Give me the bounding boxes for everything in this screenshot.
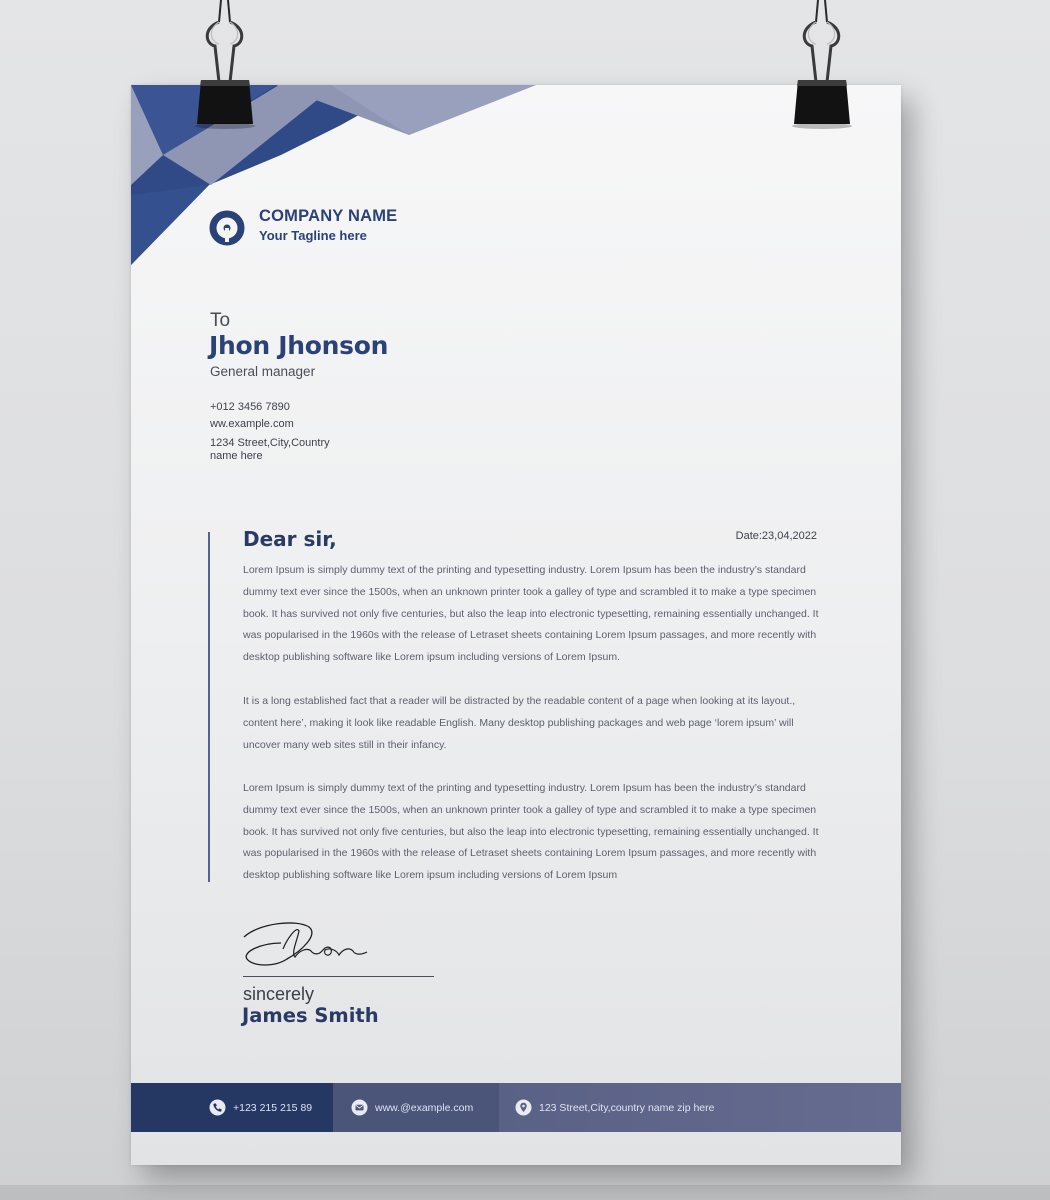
phone-icon	[209, 1099, 226, 1116]
letter-date: Date:23,04,2022	[735, 530, 817, 542]
closing-text: sincerely	[243, 984, 315, 1004]
company-tagline: Your Tagline here	[259, 228, 367, 243]
footer-address	[499, 1083, 901, 1132]
body-paragraph-1: Lorem Ipsum is simply dummy text of the printing and typesetting industry. Lorem Ipsum has been the industry’s standard dummy text ever since the 1500s, when an unknown printer took a galley of type and scrambled it to make a type specimen book. It has survived not only five centuries, but also the leap into electronic typesetting, remaining essentially unchanged. It was popularised in the 1960s with the release of Letraset sheets containing Lorem Ipsum passages, and more recently with desktop publishing software like Lorem ipsum including versions of Lorem Ipsum.	[243, 564, 819, 664]
to-label: To	[210, 310, 231, 331]
sender-name: James Smith	[242, 1004, 379, 1027]
footer-phone	[131, 1083, 333, 1132]
body-paragraph-2: It is a long established fact that a reader will be distracted by the readable content of a page when looking at its layout., content here’, making it look like readable English. Many desktop publishing packages and web page ‘lorem ipsum’ will uncover many web sites still in their infancy.	[243, 695, 796, 751]
letter-body-rule	[208, 532, 210, 882]
recipient-phone: +012 3456 7890	[210, 401, 290, 413]
footer-contact-bar	[131, 1083, 901, 1132]
greeting: Dear sir,	[243, 527, 337, 551]
company-name: COMPANY NAME	[259, 207, 398, 225]
binder-clip-right	[784, 0, 864, 130]
footer-email-text: www.@example.com	[375, 1101, 474, 1114]
recipient-title: General manager	[210, 364, 316, 379]
letterhead-page	[131, 85, 901, 1165]
footer-address-text: 123 Street,City,country name zip here	[539, 1101, 715, 1114]
recipient-address-line1: 1234 Street,City,Country	[210, 437, 330, 449]
body-paragraph-3: Lorem Ipsum is simply dummy text of the printing and typesetting industry. Lorem Ipsum has been the industry’s standard dummy text ever since the 1500s, when an unknown printer took a galley of type and scrambled it to make a type specimen book. It has survived not only five centuries, but also the leap into electronic typesetting, remaining essentially unchanged. It was popularised in the 1960s with the release of Letraset sheets containing Lorem Ipsum passages, and more recently with desktop publishing software like Lorem ipsum including versions of Lorem Ipsum	[243, 782, 819, 882]
background-floor	[0, 1185, 1050, 1200]
recipient-address-line2: name here	[210, 450, 263, 462]
email-icon	[351, 1099, 368, 1116]
recipient-name: Jhon Jhonson	[209, 331, 389, 360]
location-pin-icon	[515, 1099, 532, 1116]
signature-line	[243, 976, 434, 977]
ring-logo-icon	[209, 210, 245, 246]
handwritten-signature	[239, 917, 379, 972]
binder-clip-left	[189, 0, 269, 130]
footer-email	[333, 1083, 499, 1132]
recipient-website: ww.example.com	[210, 418, 294, 430]
footer-phone-text: +123 215 215 89	[233, 1101, 313, 1114]
